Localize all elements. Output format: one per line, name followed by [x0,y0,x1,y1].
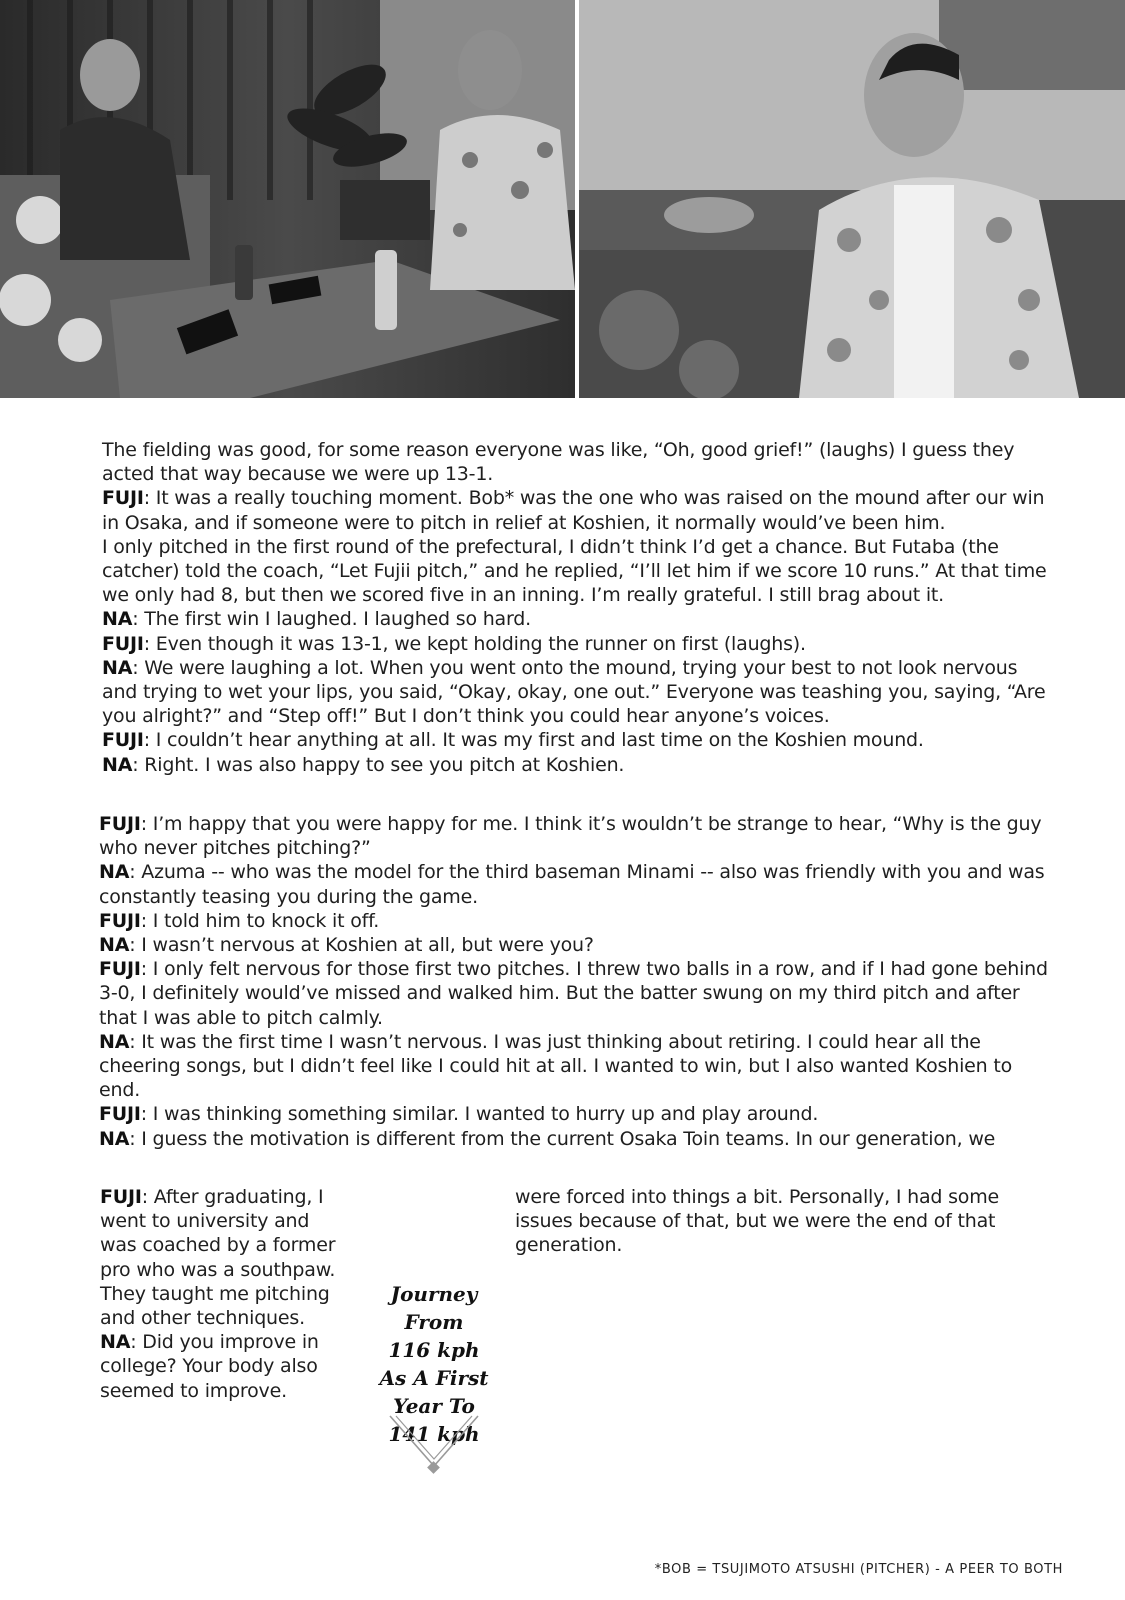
dialogue-line [102,656,1052,729]
dialogue-text: : I’m happy that you were happy for me. I think it’s wouldn’t be strange to hear, “Why is the guy who never pitches pitching?” [99,813,1042,860]
dialogue-text: : I told him to knock it off. [140,909,380,932]
interview-block-1 [102,438,1052,777]
dialogue-line [102,728,1052,752]
photo-left-illustration [0,0,575,398]
dialogue-text: : Even though it was 13-1, we kept holding the runner on first (laughs). [143,632,806,655]
speaker-label: FUJI [99,958,141,981]
dialogue-text: : Azuma -- who was the model for the third baseman Minami -- also was friendly with you and was constantly teasing you during the game. [99,861,1045,908]
speaker-label: FUJI [99,813,141,835]
dialogue-line [99,1030,1054,1103]
baseball-diamond-icon [384,1408,484,1474]
dialogue-line [100,1330,350,1403]
dialogue-line [99,860,1054,908]
dialogue-text: : I wasn’t nervous at Koshien at all, but were you? [129,934,594,957]
dialogue-line [100,1185,350,1330]
speaker-label: NA [102,753,133,776]
speaker-label: NA [102,608,133,631]
speaker-label: NA [99,1127,130,1150]
speaker-label: FUJI [102,632,144,655]
dialogue-text: : It was a really touching moment. Bob* was the one who was raised on the mound after our win in Osaka, and if someone were to pitch in relief at Koshien, it normally would’ve been him. [102,487,1045,534]
dialogue-text: were forced into things a bit. Personally, I had some issues because of that, but we were the end of that generation. [515,1186,1000,1257]
dialogue-text: I only pitched in the first round of the prefectural, I didn’t think I’d get a chance. But Futaba (the catcher) told the coach, “Let Fujii pitch,” and he replied, “I’ll let him if we score 10 runs.” At that time we only had 8, but then we scored five in an inning. I’m really grateful. I still brag about it. [102,535,1047,607]
dialogue-line [102,632,1052,656]
dialogue-line [102,486,1052,534]
speaker-label: FUJI [102,729,144,752]
speaker-label: FUJI [100,1186,142,1208]
interview-photo-left [0,0,575,398]
speaker-label: FUJI [99,909,141,932]
interview-block-2 [99,812,1054,1151]
dialogue-line [102,753,1052,777]
headline-line: 141 kph [388,1422,480,1446]
speaker-label: NA [99,934,130,957]
interview-column-left [100,1185,350,1403]
dialogue-text: : I guess the motivation is different from the current Osaka Toin teams. In our generation, we [129,1127,996,1150]
dialogue-text: The fielding was good, for some reason everyone was like, “Oh, good grief!” (laughs) I guess they acted that way because we were up 13-1. [102,439,1015,486]
dialogue-text: : We were laughing a lot. When you went onto the mound, trying your best to not look nervous and trying to wet your lips, you said, “Okay, okay, one out.” Everyone was teashing you, saying, “Are you alright?” and “Step off!” But I don’t think you could hear anyone’s voices. [102,656,1046,728]
dialogue-line [99,812,1054,860]
dialogue-text: : Did you improve in college? Your body also seemed to improve. [100,1331,319,1402]
photo-strip [0,0,1125,398]
dialogue-text: : The first win I laughed. I laughed so hard. [132,608,531,631]
dialogue-line [102,438,1052,486]
speaker-label: NA [100,1331,131,1354]
dialogue-text: : Right. I was also happy to see you pitch at Koshien. [132,753,625,776]
headline-line: Year To [393,1394,475,1418]
photo-right-illustration [579,0,1125,398]
speaker-label: NA [99,1030,130,1053]
interview-column-right [515,1185,1045,1258]
interview-photo-right [579,0,1125,398]
dialogue-line [99,1102,1054,1126]
headline-line: 116 kph [388,1338,480,1362]
dialogue-text: : I only felt nervous for those first two pitches. I threw two balls in a row, and if I had gone behind 3-0, I definitely would’ve missed and walked him. But the batter swung on my third pitch and after that I was able to pitch calmly. [99,958,1048,1029]
dialogue-text: : After graduating, I went to university and was coached by a former pro who was a southpaw. They taught me pitching and other techniques. [100,1186,336,1330]
dialogue-line [99,1127,1054,1151]
headline-line: Journey [390,1282,478,1306]
speaker-label: FUJI [102,487,144,510]
headline-line: As A First [379,1366,489,1390]
dialogue-text: : It was the first time I wasn’t nervous. I was just thinking about retiring. I could hear all the cheering songs, but I didn’t feel like I could hit at all. I wanted to win, but I also wanted Koshien to end. [99,1030,1013,1102]
dialogue-line [515,1185,1045,1258]
headline-line: From [404,1310,464,1334]
dialogue-text: : I couldn’t hear anything at all. It was my first and last time on the Koshien mound. [143,729,924,752]
dialogue-text: : I was thinking something similar. I wanted to hurry up and play around. [140,1103,819,1126]
dialogue-line [99,933,1054,957]
dialogue-line [99,957,1054,1030]
dialogue-line [102,535,1052,608]
dialogue-line [102,607,1052,631]
speaker-label: FUJI [99,1103,141,1126]
speaker-label: NA [99,861,130,884]
dialogue-line [99,909,1054,933]
speaker-label: NA [102,656,133,679]
footnote: *BOB = TSUJIMOTO ATSUSHI (PITCHER) - A PEER TO BOTH [654,1562,1063,1577]
